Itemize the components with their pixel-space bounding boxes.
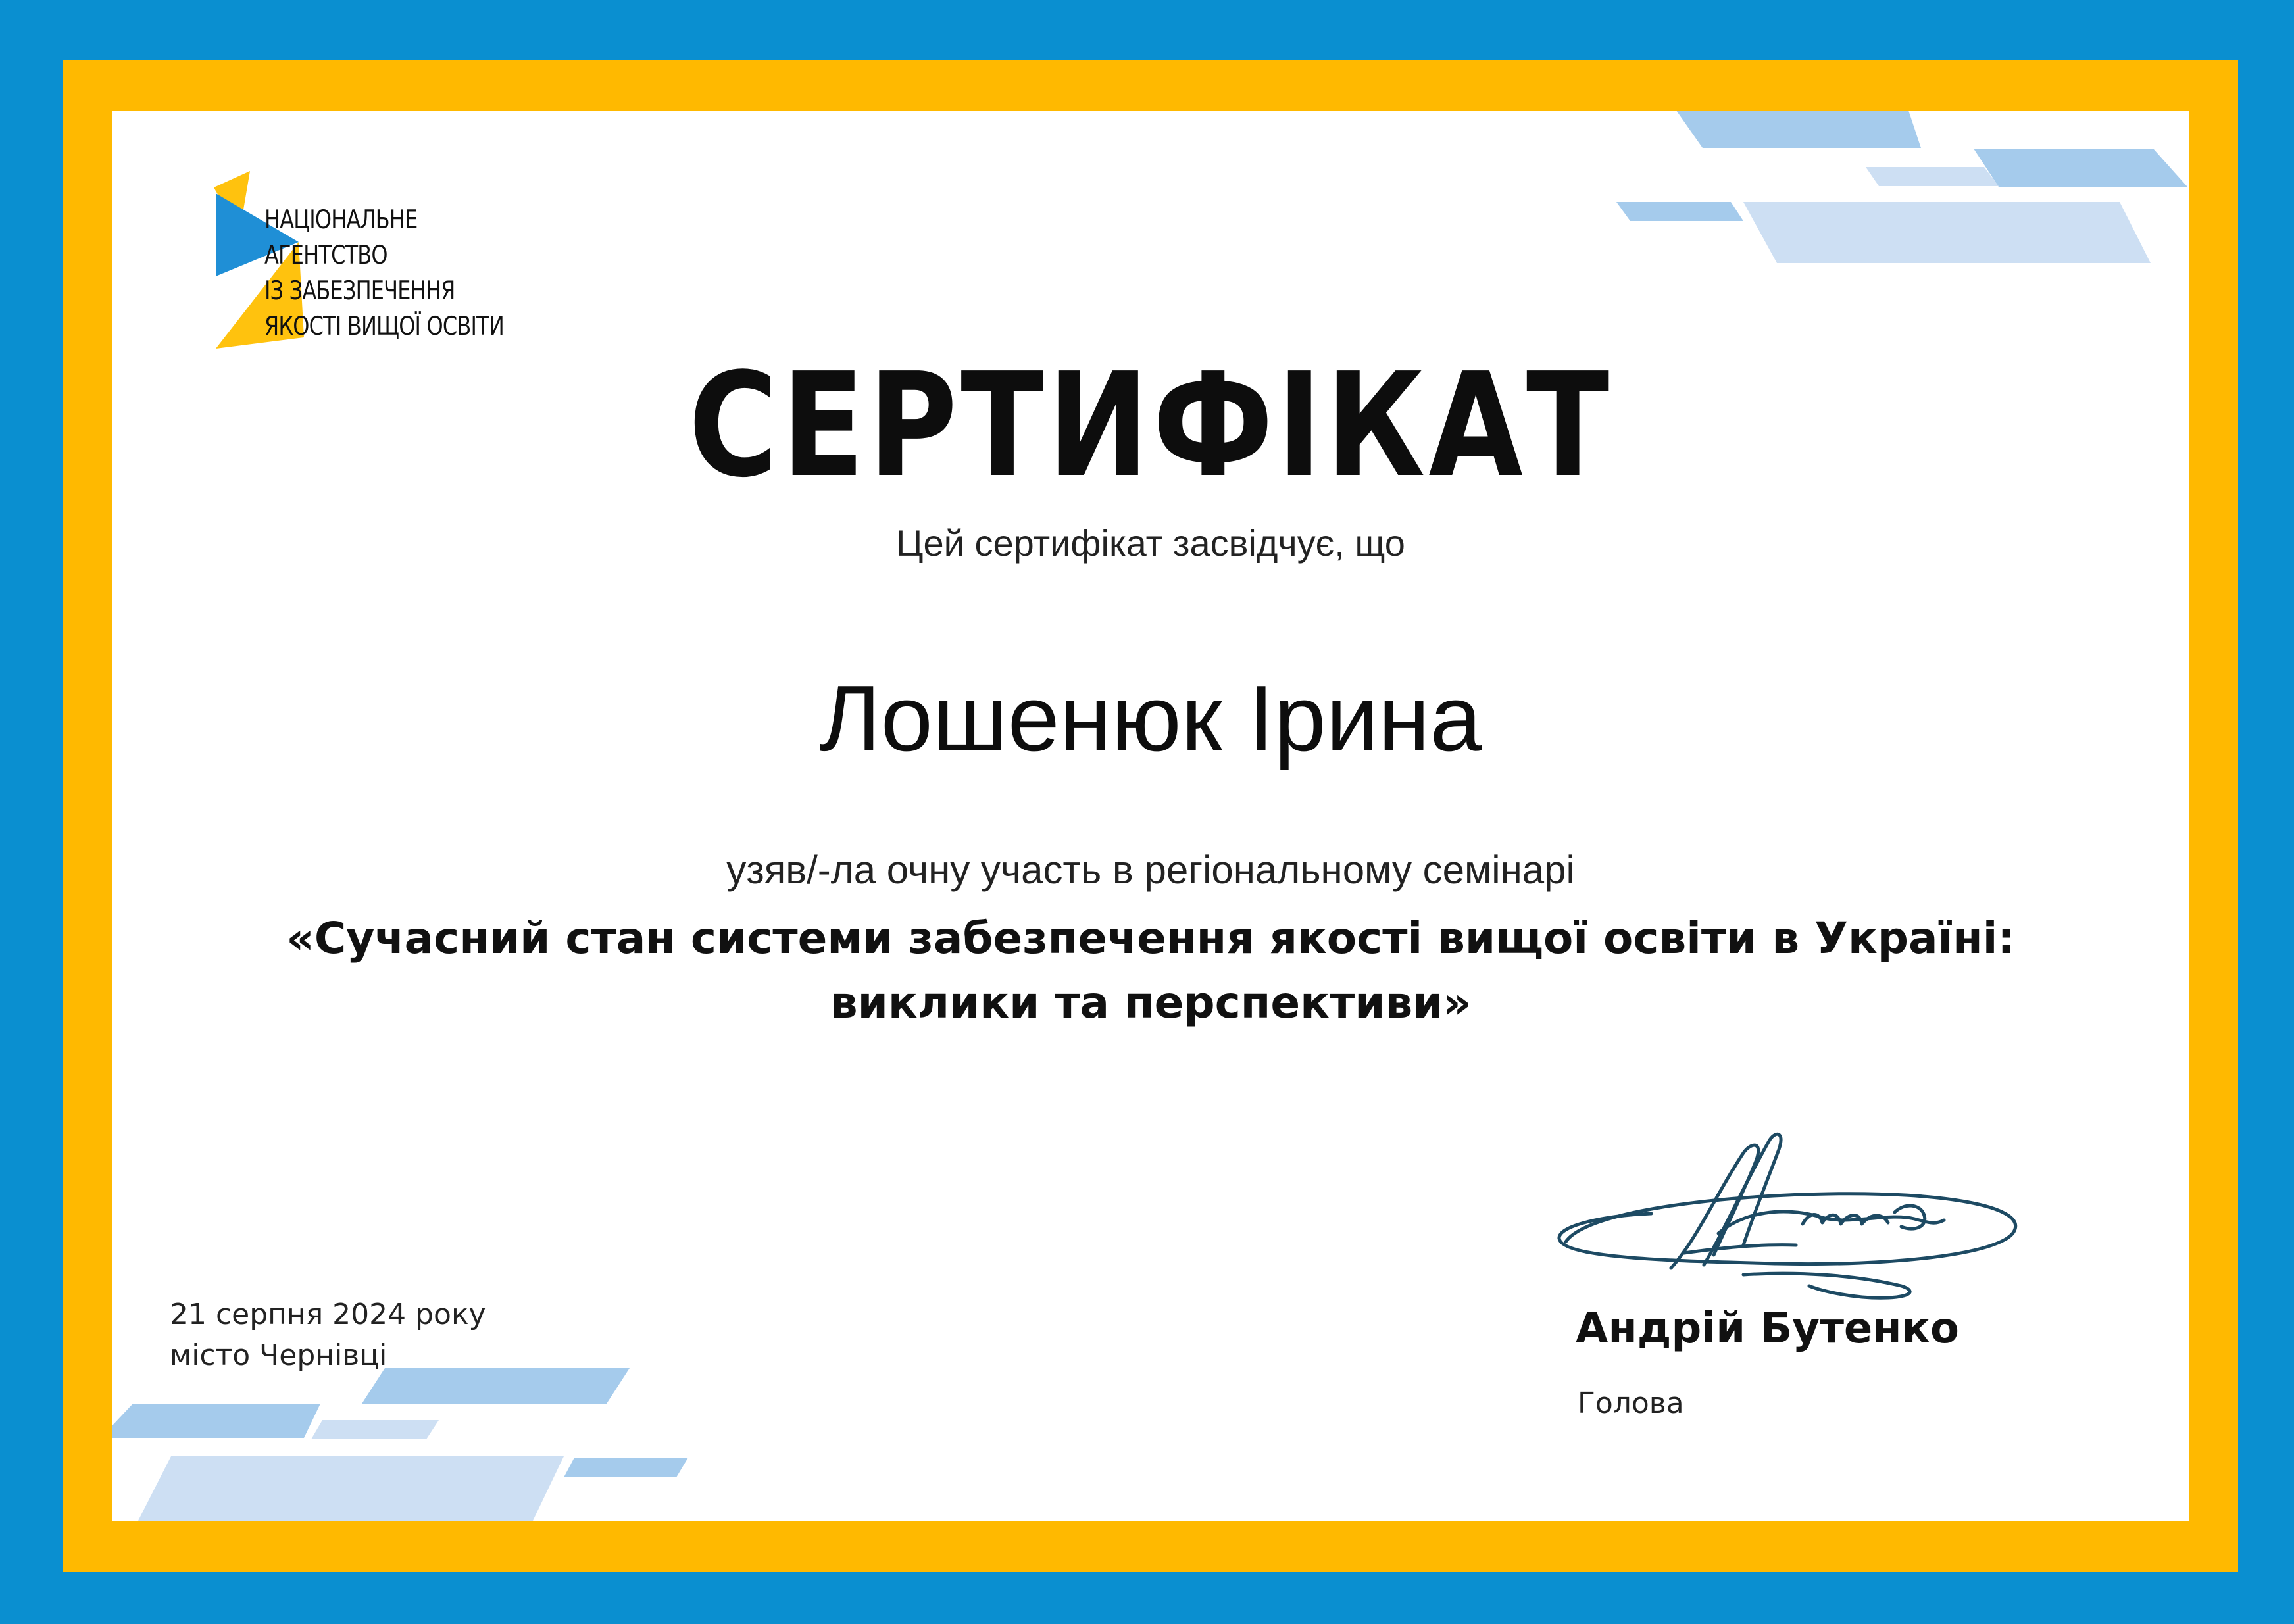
issue-city: місто Чернівці xyxy=(170,1339,387,1372)
event-title xyxy=(204,906,2097,1035)
deco-stripe xyxy=(1866,167,1999,186)
event-title-line: виклики та перспективи» xyxy=(830,977,1472,1028)
recipient-name: Лошенюк Ірина xyxy=(819,666,1482,771)
signer-role: Голова xyxy=(1578,1387,1684,1420)
deco-stripe xyxy=(564,1458,688,1477)
agency-name-line: АГЕНТСТВО xyxy=(264,241,387,270)
agency-name xyxy=(264,203,504,345)
issue-info xyxy=(170,1294,486,1376)
certificate-sheet xyxy=(112,111,2189,1521)
certificate-intro: Цей сертифікат засвідчує, що xyxy=(896,522,1405,564)
deco-stripe xyxy=(112,1404,320,1438)
certificate-title: СЕРТИФІКАТ xyxy=(688,343,1613,509)
deco-stripe xyxy=(138,1456,564,1521)
deco-stripe xyxy=(311,1420,439,1439)
deco-stripe xyxy=(1616,202,1743,221)
agency-name-line: ЯКОСТІ ВИЩОЇ ОСВІТИ xyxy=(264,312,504,341)
agency-name-line: НАЦІОНАЛЬНЕ xyxy=(264,205,418,235)
deco-stripe xyxy=(1974,149,2187,187)
participation-text: узяв/-ла очну участь в регіональному семінарі xyxy=(726,848,1575,892)
signer-name: Андрій Бутенко xyxy=(1576,1304,1959,1353)
event-title-line: «Сучасний стан системи забезпечення якості вищої освіти в Україні: xyxy=(286,913,2015,964)
deco-stripe xyxy=(1743,202,2151,263)
signature-image xyxy=(1546,1114,2046,1311)
deco-stripe xyxy=(1676,111,1921,148)
issue-date: 21 серпня 2024 року xyxy=(170,1298,486,1331)
agency-name-line: ІЗ ЗАБЕЗПЕЧЕННЯ xyxy=(264,276,455,306)
